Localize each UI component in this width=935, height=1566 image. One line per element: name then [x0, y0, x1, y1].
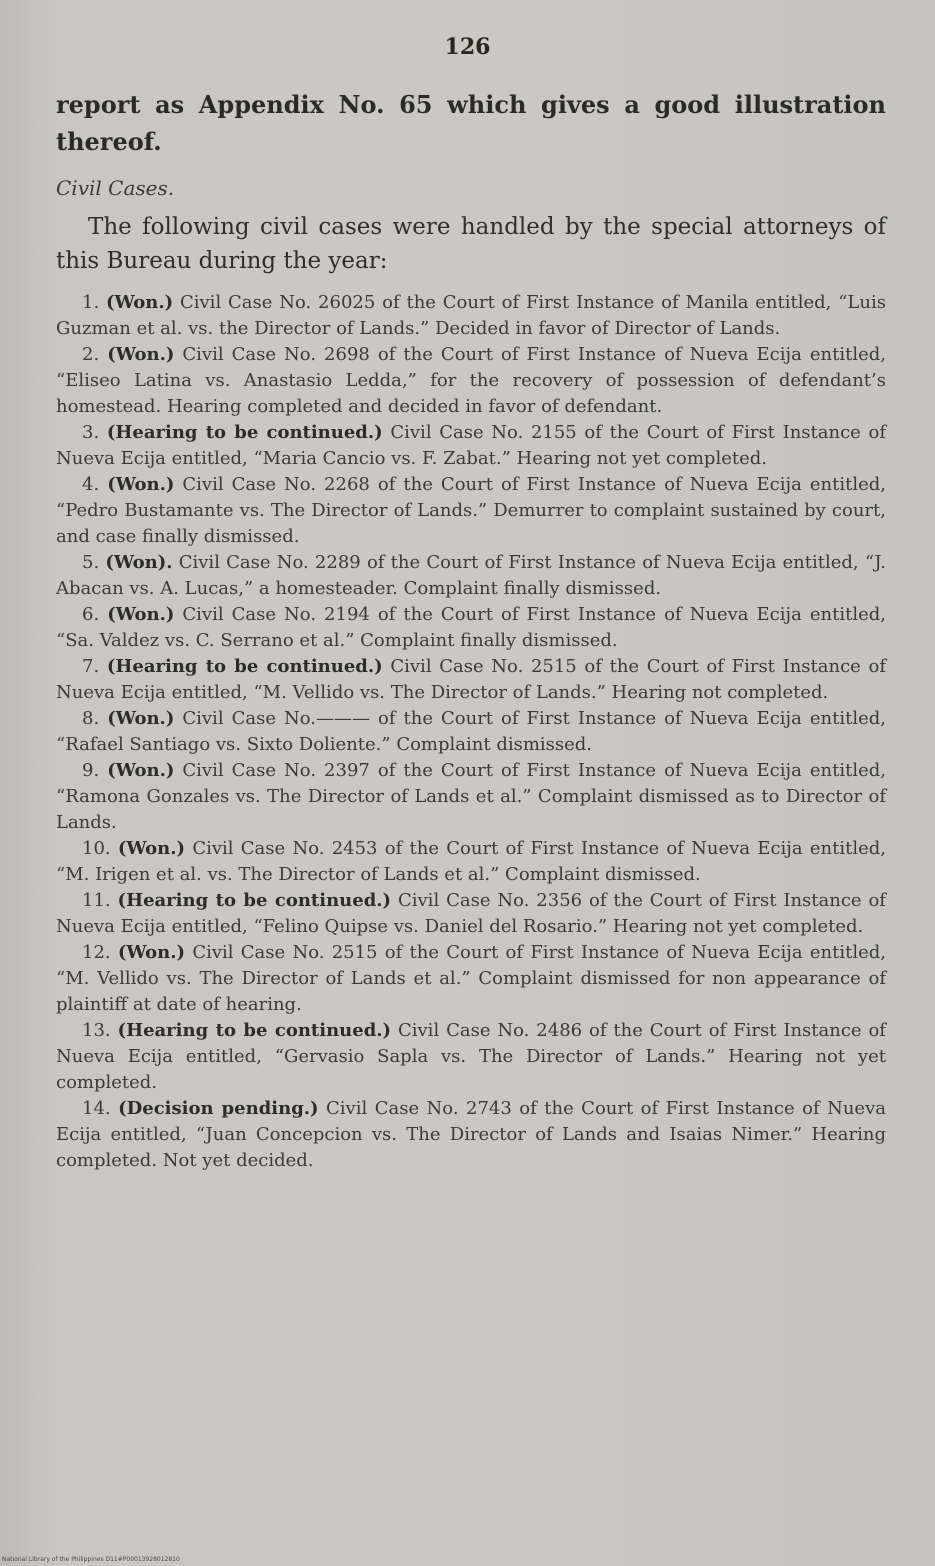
case-text: Civil Case No. 2743 of the Court of First Instance of Nueva Ecija entitled, “Juan Concepcion vs. The Director of Lands and Isaias Nimer.” Hearing completed. Not yet decided.	[56, 1098, 886, 1171]
case-item	[56, 420, 886, 472]
case-item	[56, 1096, 886, 1174]
case-item	[56, 940, 886, 1018]
case-text: Civil Case No. 2486 of the Court of First Instance of Nueva Ecija entitled, “Gervasio Sapla vs. The Director of Lands.” Hearing not yet completed.	[56, 1020, 886, 1093]
lead-paragraph: The following civil cases were handled by the special attorneys of this Bureau during the year:	[56, 214, 886, 274]
case-number: 6.	[82, 604, 100, 625]
case-number: 12.	[82, 942, 111, 963]
case-item	[56, 472, 886, 550]
library-credit: National Library of the Philippines D11#P00013928012810	[2, 1556, 180, 1563]
case-number: 11.	[82, 890, 111, 911]
case-item	[56, 602, 886, 654]
case-status: (Hearing to be continued.)	[117, 1020, 392, 1041]
case-status: (Hearing to be continued.)	[117, 890, 392, 911]
case-number: 2.	[82, 344, 100, 365]
case-status: (Won.)	[106, 292, 174, 313]
case-number: 10.	[82, 838, 111, 859]
case-number: 7.	[82, 656, 100, 677]
case-text: Civil Case No. 2194 of the Court of First Instance of Nueva Ecija entitled, “Sa. Valdez vs. C. Serrano et al.” Complaint finally dismissed.	[56, 604, 886, 651]
case-text: Civil Case No. 2356 of the Court of First Instance of Nueva Ecija entitled, “Felino Quipse vs. Daniel del Rosario.” Hearing not yet completed.	[56, 890, 886, 937]
case-number: 1.	[82, 292, 100, 313]
case-text: Civil Case No. 26025 of the Court of First Instance of Manila entitled, “Luis Guzman et al. vs. the Director of Lands.” Decided in favor of Director of Lands.	[56, 292, 886, 339]
page-number: 126	[444, 34, 491, 60]
case-text: Civil Case No. 2453 of the Court of First Instance of Nueva Ecija entitled, “M. Irigen et al. vs. The Director of Lands et al.” Complaint dismissed.	[56, 838, 886, 885]
case-text: Civil Case No. 2397 of the Court of First Instance of Nueva Ecija entitled, “Ramona Gonzales vs. The Director of Lands et al.” Complaint dismissed as to Director of Lands.	[56, 760, 886, 833]
case-status: (Won.)	[117, 838, 186, 859]
section-title: Civil Cases.	[56, 176, 175, 200]
case-item	[56, 888, 886, 940]
case-number: 3.	[82, 422, 100, 443]
case-status: (Decision pending.)	[118, 1098, 319, 1119]
case-text: Civil Case No.——— of the Court of First Instance of Nueva Ecija entitled, “Rafael Santiago vs. Sixto Doliente.” Complaint dismissed.	[56, 708, 886, 755]
case-number: 8.	[82, 708, 100, 729]
case-item	[56, 654, 886, 706]
case-item	[56, 342, 886, 420]
case-status: (Won.)	[107, 708, 175, 729]
case-text: Civil Case No. 2698 of the Court of First Instance of Nueva Ecija entitled, “Eliseo Latina vs. Anastasio Ledda,” for the recovery of possession of defendant’s homestead. Hearing completed and decided in favor of defendant.	[56, 344, 886, 417]
case-status: (Hearing to be continued.)	[106, 656, 383, 677]
case-text: Civil Case No. 2515 of the Court of First Instance of Nueva Ecija entitled, “M. Vellido vs. The Director of Lands.” Hearing not completed.	[56, 656, 886, 703]
case-item	[56, 836, 886, 888]
case-list	[56, 290, 886, 1174]
case-number: 13.	[82, 1020, 111, 1041]
case-text: Civil Case No. 2155 of the Court of First Instance of Nueva Ecija entitled, “Maria Cancio vs. F. Zabat.” Hearing not yet completed.	[56, 422, 886, 469]
case-item	[56, 1018, 886, 1096]
case-text: Civil Case No. 2268 of the Court of First Instance of Nueva Ecija entitled, “Pedro Bustamante vs. The Director of Lands.” Demurrer to complaint sustained by court, and case finally dismissed.	[56, 474, 886, 547]
case-item	[56, 758, 886, 836]
case-status: (Won.)	[107, 344, 175, 365]
case-status: (Won.)	[107, 760, 175, 781]
case-number: 9.	[82, 760, 100, 781]
case-number: 5.	[82, 552, 100, 573]
case-number: 4.	[82, 474, 100, 495]
case-status: (Won.)	[117, 942, 186, 963]
case-status: (Won.)	[107, 604, 175, 625]
case-status: (Won).	[105, 552, 173, 573]
case-number: 14.	[82, 1098, 111, 1119]
case-item	[56, 290, 886, 342]
case-text: Civil Case No. 2289 of the Court of First Instance of Nueva Ecija entitled, “J. Abacan vs. A. Lucas,” a homesteader. Complaint finally dismissed.	[56, 552, 886, 599]
case-item	[56, 550, 886, 602]
case-item	[56, 706, 886, 758]
case-text: Civil Case No. 2515 of the Court of First Instance of Nueva Ecija entitled, “M. Vellido vs. The Director of Lands et al.” Complaint dismissed for non appearance of plaintiff at date of hearing.	[56, 942, 886, 1015]
case-status: (Won.)	[107, 474, 175, 495]
case-status: (Hearing to be continued.)	[106, 422, 383, 443]
intro-paragraph: report as Appendix No. 65 which gives a good illustration thereof.	[56, 90, 886, 156]
